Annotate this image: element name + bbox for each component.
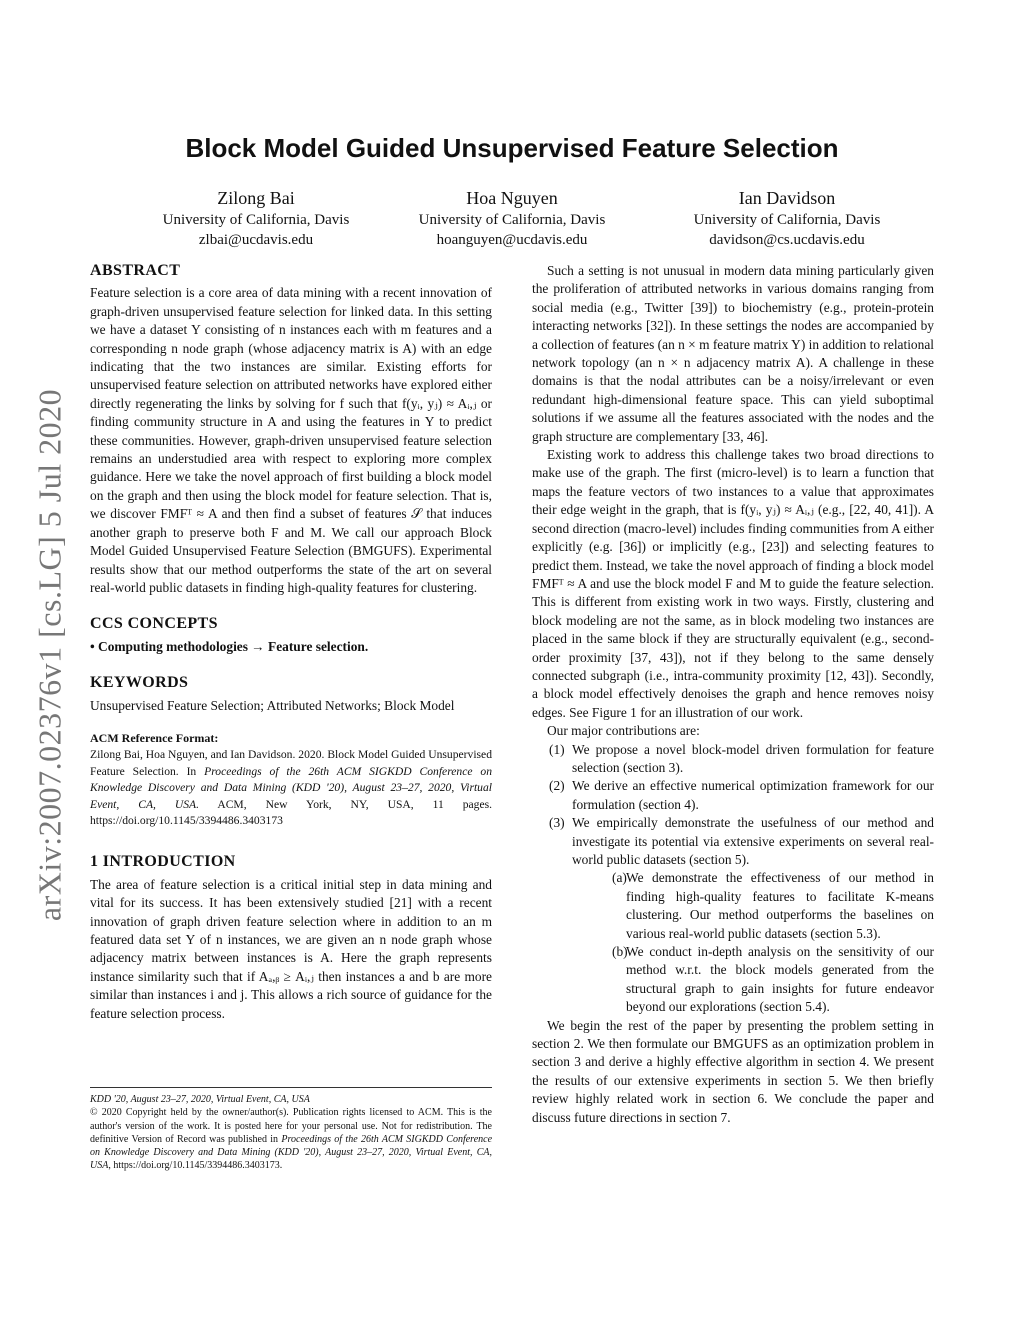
footnote-copyright: © 2020 Copyright held by the owner/author(s). Publication rights licensed to ACM. This is the author's version of the work. It is posted here for your personal use. Not for redistribution. The definitive Version of Record was published in Proceedings of the 26th ACM SIGKDD Conference on Knowledge Discovery and Data Mining (KDD '20), August 23–27, 2020, Virtual Event, CA, USA, https://doi.org/10.1145/3394486.3403173.: [90, 1107, 493, 1172]
left-column: [90, 262, 492, 1023]
footnote: [90, 1093, 492, 1173]
ccs-heading: CCS CONCEPTS: [90, 615, 218, 633]
abstract-text: Feature selection is a core area of data mining with a recent innovation of graph-driven unsupervised feature selection for linked data. In this setting we have a dataset Y consisting of n instances each with m features and a corresponding n node graph (whose adjacency matrix is A) with an edge indicating that the two instances are similar. Existing efforts for unsupervised feature selection on attributed networks have explored either directly regenerating the links by solving for f such that f(yᵢ, yⱼ) ≈ Aᵢ,ⱼ or finding community structure in A and using the features in Y to predict these communities. However, graph-driven unsupervised feature selection remains an understudied area with respect to exploring more complex guidance. Here we take the novel approach of first building a block model on the graph and then using the block model for feature selection. That is, we discover FMFᵀ ≈ A and then find a subset of features 𝒮 that induces another graph to preserve both F and M. We call our approach Block Model Guided Unsupervised Feature Selection (BMGUFS). Experimental results show that our method outperforms the state of the art on several real-world public datasets in finding high-quality features for clustering.: [90, 285, 492, 595]
author-affiliation: University of California, Davis: [418, 212, 606, 228]
sub-list: [572, 869, 934, 1016]
list-item: (a) We demonstrate the effectiveness of our method in finding high-quality features to facilitate K-means clustering. Our method outperforms the baselines on various real-world public datasets (section 5.3).: [612, 870, 934, 941]
list-item: (b) We conduct in-depth analysis on the sensitivity of our method w.r.t. the block models generated from the structural graph to gain insights for future endeavor beyond our explorations (section 5.4).: [612, 944, 934, 1015]
paragraph: Our major contributions are:: [547, 723, 700, 739]
footnote-venue: KDD '20, August 23–27, 2020, Virtual Event, CA, USA: [90, 1094, 310, 1105]
list-item: (2) We derive an effective numerical optimization framework for our formulation (section 4).: [549, 778, 934, 812]
list-item: (3) We empirically demonstrate the usefulness of our method and investigate its potential via extensive experiments on several real-world public datasets (section 5). (a) We demonstrate the effectiveness of our method in finding high-quality features to facilitate K-means clustering. Our method outperforms the baselines on various real-world public datasets (section 5.3). (b) We conduct in-depth analysis on the sensitivity of our method w.r.t. the block models generated from the structural graph to gain insights for future endeavor beyond our explorations (section 5.4).: [532, 814, 934, 1016]
paragraph: We begin the rest of the paper by presenting the problem setting in section 2. We then formulate our BMGUFS as an optimization problem in section 3 and derive a highly effective algorithm in section 4. We present the results of our extensive experiments in section 5. We then briefly review highly related work in section 6. We conclude the paper and discuss future directions in section 7.: [532, 1017, 934, 1125]
author-name: Hoa Nguyen: [466, 188, 558, 208]
author-1: [106, 186, 406, 250]
introduction-heading: 1 INTRODUCTION: [90, 853, 236, 871]
author-affiliation: University of California, Davis: [162, 212, 350, 228]
keywords-text: Unsupervised Feature Selection; Attributed Networks; Block Model: [90, 697, 455, 713]
author-email: zlbai@ucdavis.edu: [198, 232, 314, 248]
ccs-text: • Computing methodologies → Feature selection.: [90, 638, 369, 654]
paragraph: Existing work to address this challenge takes two broad directions to make use of the graph. The first (micro-level) is to learn a function that maps the feature vectors of two instances to a value that approximates their edge weight in the graph, that is f(yᵢ, yⱼ) ≈ Aᵢ,ⱼ (e.g., [22, 40, 41]). A second direction (macro-level) includes finding communities from A either explicitly (e.g. [36]) or implicitly (e.g., [23]) and selecting features to predict them. Instead, we take the novel approach of finding a block model FMFᵀ ≈ A and use the block model F and M to guide the feature selection. This is different from existing work in two ways. Firstly, clustering and block modeling are not the same, as in block modeling two instances are placed in the same block if they are structurally equivalent (e.g., second-order proximity [37, 43]), not if they belong to the same densely connected subgraph (i.e., intra-community proximity [12, 43]). Secondly, a block model effectively denoises the graph and hence removes noisy edges. See Figure 1 for an illustration of our work.: [532, 447, 934, 720]
author-email: davidson@cs.ucdavis.edu: [709, 232, 865, 248]
paper-title: Block Model Guided Unsupervised Feature Selection: [185, 133, 839, 163]
introduction-text: The area of feature selection is a critical initial step in data mining and vital for its success. It has been extensively studied [21] with a recent innovation of graph driven feature selection where in addition to an m featured data set Y of n instances, we are given an n node graph whose adjacency matrix between instances is A. Here the graph represents instance similarity such that if Aₐ,ᵦ ≥ Aᵢ,ⱼ then instances a and b are more similar than instances i and j. This allows a rich source of guidance for the feature selection process.: [90, 876, 492, 1021]
paragraph: Such a setting is not unusual in modern data mining particularly given the proliferation of attributed networks in various domains ranging from social media (e.g., Twitter [39]) to biochemistry (e.g., protein-protein interacting networks [32]). In these settings the nodes are accompanied by a collection of features (an n × m feature matrix Y) in addition to relational network topology (an n × n adjacency matrix A). A challenge in these domains is that the nodal attributes can be a noisy/irrelevant or even redundant high-dimensional feature space. This can yield suboptimal solutions if we assume all the features associated with the nodes and the graph structure are complementary [33, 46].: [532, 263, 934, 444]
right-column: [532, 262, 934, 1127]
contributions-list: [532, 741, 934, 1017]
author-email: hoanguyen@ucdavis.edu: [436, 232, 588, 248]
keywords-heading: KEYWORDS: [90, 674, 189, 692]
footnote-rule: [90, 1087, 492, 1088]
abstract-heading: ABSTRACT: [90, 262, 181, 279]
author-name: Zilong Bai: [217, 188, 295, 208]
author-name: Ian Davidson: [738, 188, 836, 208]
acm-reference-heading: ACM Reference Format:: [90, 730, 219, 745]
author-3: [637, 186, 937, 250]
author-affiliation: University of California, Davis: [693, 212, 881, 228]
acm-reference-text: Zilong Bai, Hoa Nguyen, and Ian Davidson. 2020. Block Model Guided Unsupervised Feature Selection. In Proceedings of the 26th ACM SIGKDD Conference on Knowledge Discovery and Data Mining (KDD '20), August 23–27, 2020, Virtual Event, CA, USA. ACM, New York, NY, USA, 11 pages. https://doi.org/10.1145/3394486.3403173: [90, 748, 492, 827]
author-2: [362, 186, 662, 250]
list-item: (1) We propose a novel block-model driven formulation for feature selection (section 3).: [549, 741, 934, 775]
arxiv-stamp: arXiv:2007.02376v1 [cs.LG] 5 Jul 2020: [31, 388, 68, 922]
